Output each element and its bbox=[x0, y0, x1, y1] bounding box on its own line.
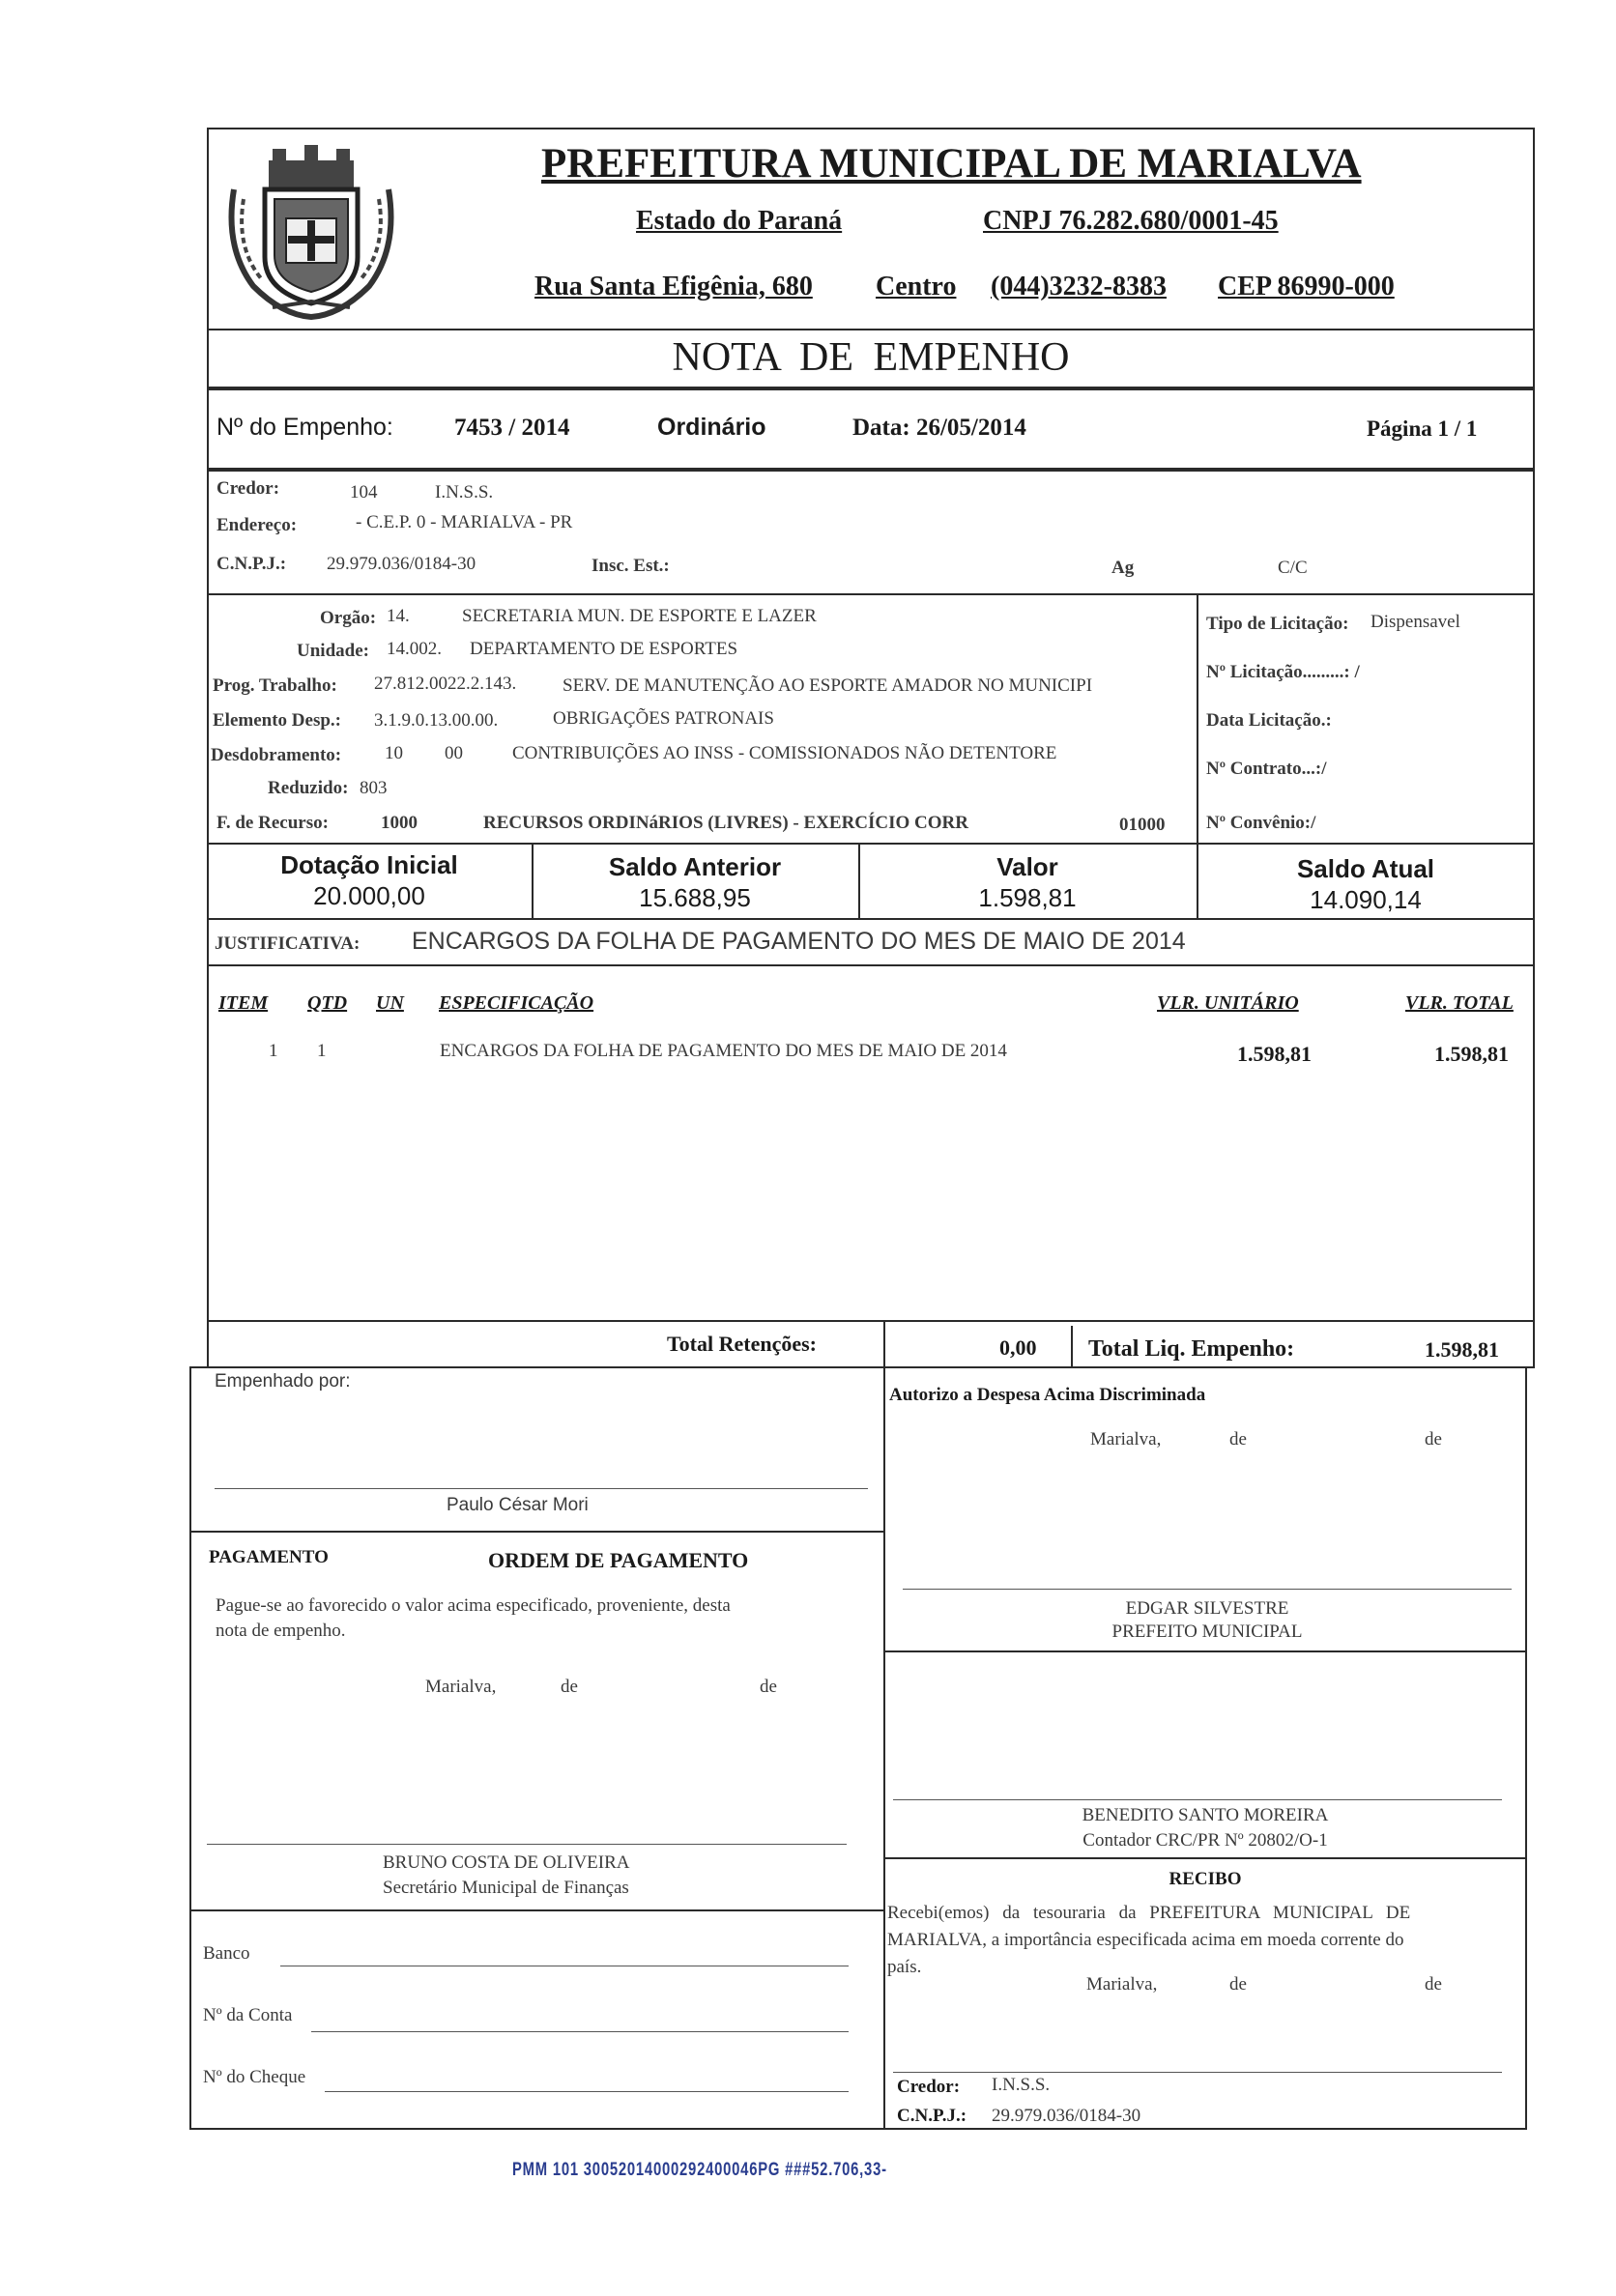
doc-title: NOTA DE EMPENHO bbox=[672, 335, 1070, 380]
credor-endereco: - C.E.P. 0 - MARIALVA - PR bbox=[356, 512, 573, 532]
insc-est-label: Insc. Est.: bbox=[592, 556, 670, 576]
reduzido-value: 803 bbox=[360, 778, 388, 798]
contrato-number: Nº Contrato...:/ bbox=[1206, 759, 1327, 779]
conta-label: Nº da Conta bbox=[203, 2005, 293, 2025]
col-qtd: QTD bbox=[307, 992, 348, 1014]
totals-divider-1 bbox=[883, 1320, 885, 1368]
retencoes-value: 0,00 bbox=[999, 1335, 1037, 1360]
recibo-text-line3: país. bbox=[887, 1957, 922, 1977]
prefeito-signature-line bbox=[903, 1589, 1512, 1590]
pagamento-de-2: de bbox=[760, 1677, 777, 1697]
orgao-label: Orgão: bbox=[320, 608, 377, 628]
header-cnpj: CNPJ 76.282.680/0001-45 bbox=[983, 206, 1279, 236]
row-vlr-total: 1.598,81 bbox=[1434, 1042, 1509, 1066]
secretario-name: BRUNO COSTA DE OLIVEIRA bbox=[383, 1852, 630, 1873]
recurso-code: 1000 bbox=[381, 813, 418, 833]
tipo-licitacao-label: Tipo de Licitação: bbox=[1206, 614, 1349, 634]
elemento-label: Elemento Desp.: bbox=[213, 710, 341, 731]
ordem-pagamento-title: ORDEM DE PAGAMENTO bbox=[488, 1548, 749, 1572]
justificativa-text: ENCARGOS DA FOLHA DE PAGAMENTO DO MES DE MAIO DE 2014 bbox=[412, 928, 1186, 955]
empenhado-name: Paulo César Mori bbox=[447, 1495, 589, 1515]
contador-name: BENEDITO SANTO MOREIRA bbox=[1082, 1805, 1329, 1825]
licitacao-date: Data Licitação.: bbox=[1206, 710, 1332, 731]
autorizo-text: Autorizo a Despesa Acima Discriminada bbox=[889, 1385, 1206, 1405]
pague-text-line1: Pague-se ao favorecido o valor acima especificado, proveniente, desta bbox=[216, 1595, 731, 1616]
unidade-code: 14.002. bbox=[387, 639, 442, 659]
unidade-label: Unidade: bbox=[297, 641, 369, 661]
header-district: Centro bbox=[876, 272, 957, 301]
conta-corrente-label: C/C bbox=[1278, 558, 1308, 578]
desdobramento-b: 00 bbox=[445, 743, 463, 763]
items-table bbox=[207, 964, 1535, 1322]
tipo-licitacao-value: Dispensavel bbox=[1371, 612, 1460, 632]
autorizo-de-2: de bbox=[1425, 1429, 1442, 1449]
saldo-anterior-label: Saldo Anterior bbox=[608, 852, 782, 881]
total-liquido-label: Total Liq. Empenho: bbox=[1088, 1336, 1295, 1362]
convenio-number: Nº Convênio:/ bbox=[1206, 813, 1316, 833]
credor-label: Credor: bbox=[216, 478, 280, 499]
desdobramento-a: 10 bbox=[385, 743, 403, 763]
municipality-title: PREFEITURA MUNICIPAL DE MARIALVA bbox=[541, 141, 1362, 187]
recibo-credor-name: I.N.S.S. bbox=[992, 2075, 1051, 2095]
contador-signature-line bbox=[893, 1799, 1502, 1800]
endereco-label: Endereço: bbox=[216, 515, 298, 535]
recurso-number: 01000 bbox=[1119, 815, 1166, 835]
col-item: ITEM bbox=[218, 992, 269, 1014]
bank-separator bbox=[189, 1909, 883, 1911]
col-un: UN bbox=[376, 992, 404, 1014]
pague-text-line2: nota de empenho. bbox=[216, 1621, 346, 1641]
recurso-name: RECURSOS ORDINáRIOS (LIVRES) - EXERCÍCIO CORR bbox=[483, 813, 968, 833]
recibo-signature-line bbox=[893, 2072, 1502, 2073]
credor-cnpj: 29.979.036/0184-30 bbox=[327, 554, 476, 574]
signatures-divider bbox=[883, 1366, 885, 2130]
reduzido-label: Reduzido: bbox=[268, 778, 349, 798]
header-cep: CEP 86990-000 bbox=[1218, 272, 1395, 301]
col-especificacao: ESPECIFICAÇÃO bbox=[439, 992, 594, 1014]
pagamento-de-1: de bbox=[561, 1677, 578, 1697]
orgao-code: 14. bbox=[387, 606, 410, 626]
empenhado-signature-line bbox=[215, 1488, 868, 1489]
state-name: Estado do Paraná bbox=[636, 206, 843, 236]
agencia-label: Ag bbox=[1111, 558, 1135, 578]
empenho-number-label: Nº do Empenho: bbox=[216, 414, 393, 441]
signatures-block bbox=[189, 1366, 1527, 2130]
recibo-text-line1: Recebi(emos) da tesouraria da PREFEITURA MUNICIPAL DE bbox=[887, 1903, 1411, 1923]
justificativa-label: JUSTIFICATIVA: bbox=[215, 933, 361, 954]
prefeito-name: EDGAR SILVESTRE bbox=[1125, 1598, 1289, 1619]
recibo-de-1: de bbox=[1229, 1974, 1247, 1995]
coat-of-arms-logo bbox=[215, 131, 408, 321]
prog-trabalho-name: SERV. DE MANUTENÇÃO AO ESPORTE AMADOR NO MUNICIPI bbox=[563, 675, 1093, 696]
prog-trabalho-code: 27.812.0022.2.143. bbox=[374, 674, 517, 694]
recibo-text-line2: MARIALVA, a importância especificada acima em moeda corrente do bbox=[887, 1930, 1404, 1950]
totals-row bbox=[207, 1320, 1535, 1368]
col-vlr-total: VLR. TOTAL bbox=[1405, 992, 1514, 1014]
prefeito-role: PREFEITO MUNICIPAL bbox=[1111, 1622, 1303, 1642]
saldo-anterior-value: 15.688,95 bbox=[639, 883, 751, 912]
budget-divider bbox=[1197, 593, 1198, 845]
elemento-name: OBRIGAÇÕES PATRONAIS bbox=[553, 708, 774, 729]
unidade-name: DEPARTAMENTO DE ESPORTES bbox=[470, 639, 738, 659]
prefeito-separator bbox=[883, 1650, 1527, 1652]
pagamento-separator bbox=[189, 1531, 883, 1533]
row-item: 1 bbox=[269, 1041, 278, 1061]
conta-line[interactable] bbox=[311, 2031, 849, 2032]
autorizo-place: Marialva, bbox=[1090, 1429, 1162, 1449]
row-vlr-unitario: 1.598,81 bbox=[1237, 1042, 1312, 1066]
page-indicator: Página 1 / 1 bbox=[1367, 416, 1478, 441]
licitacao-number: Nº Licitação.........: / bbox=[1206, 662, 1360, 682]
cheque-label: Nº do Cheque bbox=[203, 2067, 306, 2087]
header-phone: (044)3232-8383 bbox=[991, 272, 1167, 301]
cheque-line[interactable] bbox=[325, 2091, 849, 2092]
desdobramento-name: CONTRIBUIÇÕES AO INSS - COMISSIONADOS NÃO DETENTORE bbox=[512, 743, 1057, 763]
prog-trabalho-label: Prog. Trabalho: bbox=[213, 675, 337, 696]
empenho-type: Ordinário bbox=[657, 414, 766, 441]
contador-role: Contador CRC/PR Nº 20802/O-1 bbox=[1082, 1830, 1328, 1851]
payment-stamp: PMM 101 30052014000292400046PG ###52.706,33- bbox=[512, 2160, 887, 2180]
saldo-atual-label: Saldo Atual bbox=[1296, 854, 1435, 883]
credor-block bbox=[207, 470, 1535, 595]
saldo-atual-value: 14.090,14 bbox=[1310, 885, 1422, 914]
secretario-role: Secretário Municipal de Finanças bbox=[383, 1878, 629, 1898]
totals-divider-2 bbox=[1071, 1326, 1073, 1368]
row-qtd: 1 bbox=[317, 1041, 327, 1061]
recibo-cnpj-label: C.N.P.J.: bbox=[897, 2106, 967, 2126]
recibo-title: RECIBO bbox=[1169, 1869, 1242, 1889]
pagamento-place: Marialva, bbox=[425, 1677, 497, 1697]
recibo-cnpj-value: 29.979.036/0184-30 bbox=[992, 2106, 1141, 2126]
valor-value: 1.598,81 bbox=[978, 883, 1077, 912]
orgao-name: SECRETARIA MUN. DE ESPORTE E LAZER bbox=[462, 606, 817, 626]
credor-code: 104 bbox=[350, 482, 378, 502]
recibo-place: Marialva, bbox=[1086, 1974, 1158, 1995]
dotacao-value: 20.000,00 bbox=[313, 881, 425, 910]
recurso-label: F. de Recurso: bbox=[216, 813, 329, 833]
banco-label: Banco bbox=[203, 1943, 250, 1964]
pagamento-title: PAGAMENTO bbox=[209, 1547, 329, 1567]
cnpj-label: C.N.P.J.: bbox=[216, 554, 287, 574]
col-vlr-unitario: VLR. UNITÁRIO bbox=[1157, 992, 1299, 1014]
recibo-de-2: de bbox=[1425, 1974, 1442, 1995]
credor-name: I.N.S.S. bbox=[435, 482, 494, 502]
autorizo-de-1: de bbox=[1229, 1429, 1247, 1449]
elemento-code: 3.1.9.0.13.00.00. bbox=[374, 710, 499, 731]
dotacao-label: Dotação Inicial bbox=[280, 850, 458, 879]
valor-label: Valor bbox=[996, 852, 1058, 881]
row-especificacao: ENCARGOS DA FOLHA DE PAGAMENTO DO MES DE MAIO DE 2014 bbox=[440, 1041, 1007, 1061]
contador-separator bbox=[883, 1857, 1527, 1859]
retencoes-label: Total Retenções: bbox=[667, 1332, 817, 1356]
empenhado-por-label: Empenhado por: bbox=[215, 1371, 351, 1392]
secretario-signature-line bbox=[207, 1844, 847, 1845]
total-liquido-value: 1.598,81 bbox=[1425, 1337, 1499, 1362]
header-address: Rua Santa Efigênia, 680 bbox=[534, 272, 813, 301]
recibo-credor-label: Credor: bbox=[897, 2077, 961, 2097]
empenho-number: 7453 / 2014 bbox=[454, 415, 570, 441]
desdobramento-label: Desdobramento: bbox=[211, 745, 342, 765]
empenho-date: Data: 26/05/2014 bbox=[852, 415, 1026, 441]
